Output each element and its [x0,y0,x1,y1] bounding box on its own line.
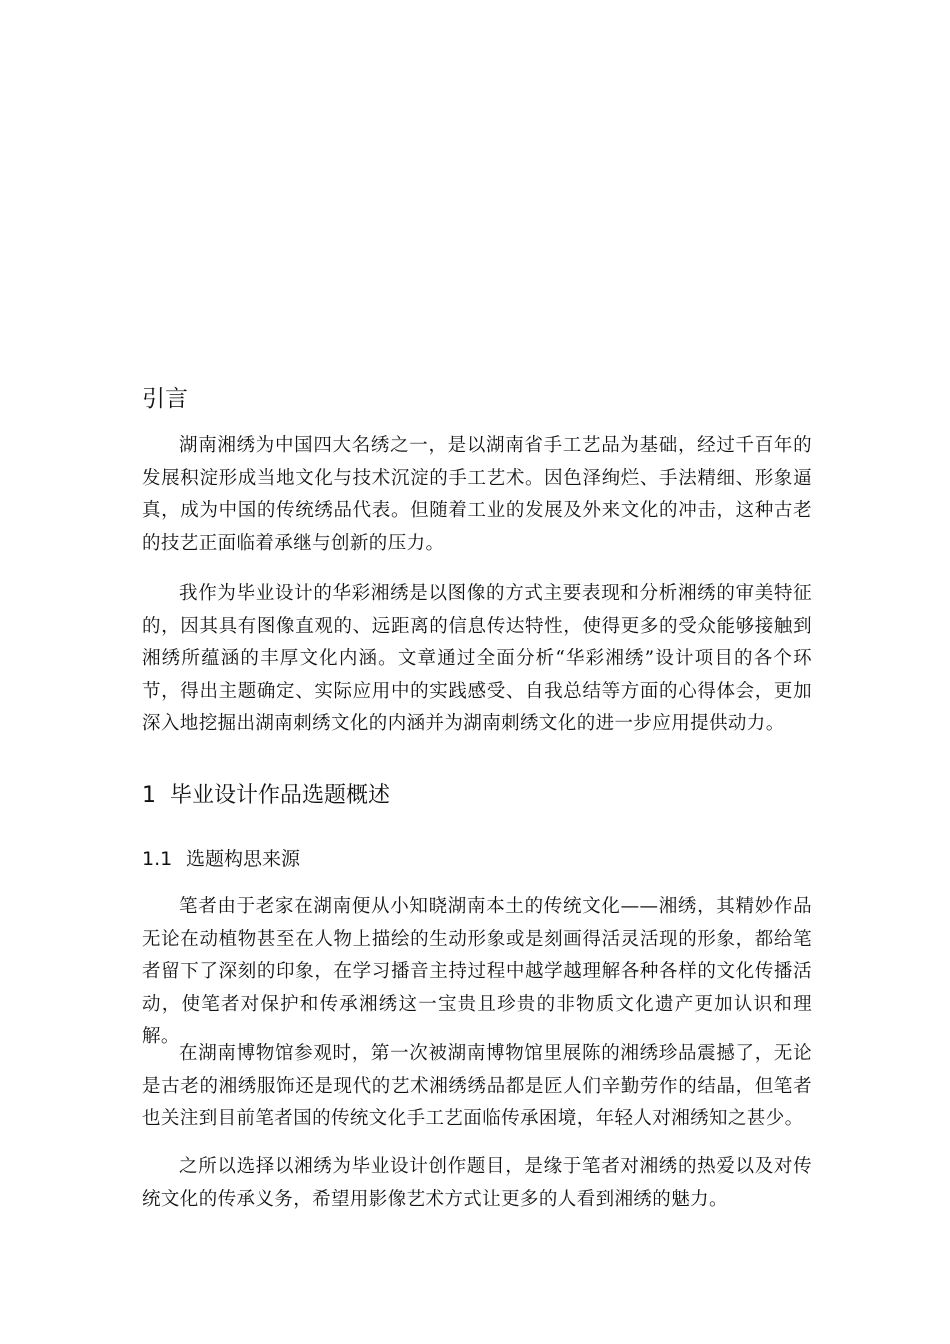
section-1-number: 1 [142,783,156,808]
section-1-heading [142,780,390,812]
section-1-1-heading [142,845,300,873]
section-1-1-paragraph-1: 笔者由于老家在湖南便从小知晓湖南本土的传统文化——湘绣，其精妙作品无论在动植物甚至在人物上描绘的生动形象或是刻画得活灵活现的形象，都给笔者留下了深刻的印象，在学习播音主持过程中越学越理解各种各样的文化传播活动，使笔者对保护和传承湘绣这一宝贵且珍贵的非物质文化遗产更加认识和理解。 [142,896,812,1047]
section-1-1-paragraph-2: 在湖南博物馆参观时，第一次被湖南博物馆里展陈的湘绣珍品震撼了，无论是古老的湘绣服饰还是现代的艺术湘绣绣品都是匠人们辛勤劳作的结晶，但笔者也关注到目前笔者国的传统文化手工艺面临传承困境，年轻人对湘绣知之甚少。 [142,1043,812,1129]
section-1-title: 毕业设计作品选题概述 [170,783,391,808]
section-1-1-paragraph-3: 之所以选择以湘绣为毕业设计创作题目，是缘于笔者对湘绣的热爱以及对传统文化的传承义务，希望用影像艺术方式让更多的人看到湘绣的魅力。 [142,1156,812,1210]
section-1-1-number: 1.1 [142,848,173,870]
intro-paragraph-1: 湖南湘绣为中国四大名绣之一，是以湖南省手工艺品为基础，经过千百年的发展积淀形成当地文化与技术沉淀的手工艺术。因色泽绚烂、手法精细、形象逼真，成为中国的传统绣品代表。但随着工业的发展及外来文化的冲击，这种古老的技艺正面临着承继与创新的压力。 [142,435,812,554]
intro-paragraph-2: 我作为毕业设计的华彩湘绣是以图像的方式主要表现和分析湘绣的审美特征的，因其具有图像直观的、远距离的信息传达特性，使得更多的受众能够接触到湘绣所蕴涵的丰厚文化内涵。文章通过全面分析“华彩湘绣”设计项目的各个环节，得出主题确定、实际应用中的实践感受、自我总结等方面的心得体会，更加深入地挖掘出湖南刺绣文化的内涵并为湖南刺绣文化的进一步应用提供动力。 [142,583,812,734]
intro-heading: 引言 [142,386,188,412]
section-1-1-title: 选题构思来源 [186,848,301,870]
